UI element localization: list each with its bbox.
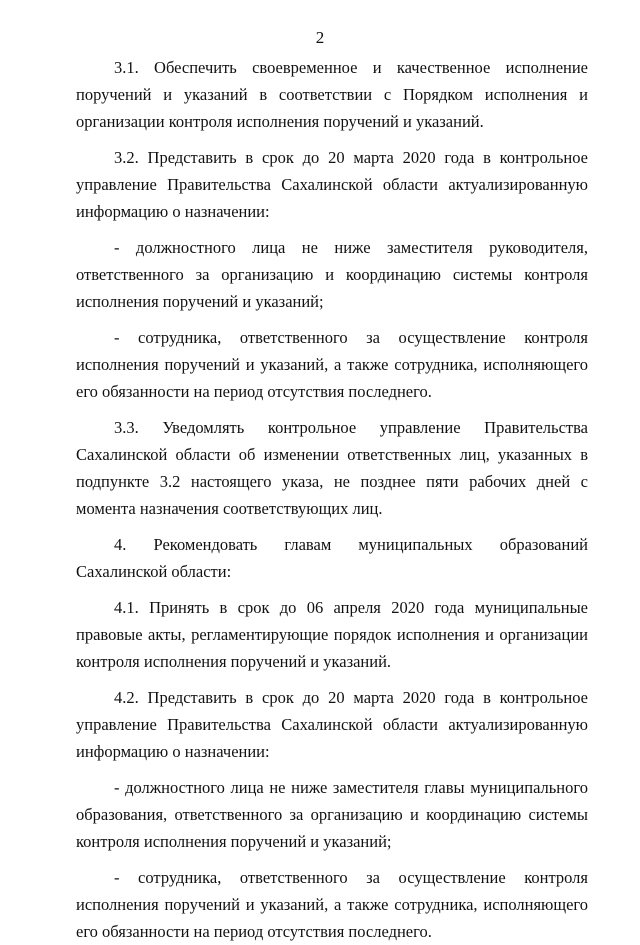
paragraph-4-2-item-employee: - сотрудника, ответственного за осуществление контроля исполнения поручений и указаний, а также сотрудника, исполняющего его обязанности на период отсутствия последнего. (76, 868, 588, 941)
paragraph-4: 4. Рекомендовать главам муниципальных образований Сахалинской области: (76, 535, 588, 581)
paragraph-3-2: 3.2. Представить в срок до 20 марта 2020 года в контрольное управление Правительства Сахалинской области актуализированную информацию о назначении: (76, 148, 588, 221)
paragraph-4-2-item-official: - должностного лица не ниже заместителя главы муниципального образования, ответственного за организацию и координацию системы контроля исполнения поручений и указаний; (76, 778, 588, 851)
paragraph-4-1: 4.1. Принять в срок до 06 апреля 2020 года муниципальные правовые акты, регламентирующие порядок исполнения и организации контроля исполнения поручений и указаний. (76, 598, 588, 671)
paragraph-3-2-item-employee: - сотрудника, ответственного за осуществление контроля исполнения поручений и указаний, а также сотрудника, исполняющего его обязанности на период отсутствия последнего. (76, 328, 588, 401)
paragraph-3-2-item-official: - должностного лица не ниже заместителя руководителя, ответственного за организацию и координацию системы контроля исполнения поручений и указаний; (76, 238, 588, 311)
document-body (76, 54, 588, 945)
paragraph-4-2: 4.2. Представить в срок до 20 марта 2020 года в контрольное управление Правительства Сахалинской области актуализированную информацию о назначении: (76, 688, 588, 761)
page-number: 2 (315, 28, 325, 47)
paragraph-3-1: 3.1. Обеспечить своевременное и качественное исполнение поручений и указаний в соответствии с Порядком исполнения и организации контроля исполнения поручений и указаний. (76, 58, 588, 131)
paragraph-3-3: 3.3. Уведомлять контрольное управление Правительства Сахалинской области об изменении ответственных лиц, указанных в подпункте 3.2 настоящего указа, не позднее пяти рабочих дней с момента назначения соответствующих лиц. (76, 418, 588, 518)
